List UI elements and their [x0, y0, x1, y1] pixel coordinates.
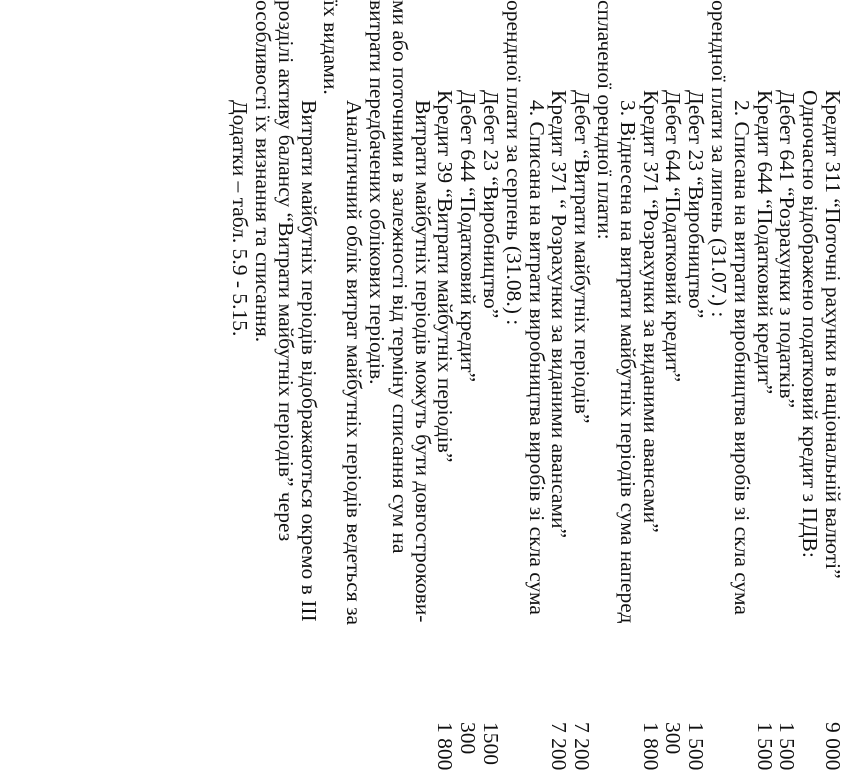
text-line [821, 0, 844, 781]
text-line [274, 0, 297, 781]
text-line [297, 0, 320, 781]
text-line [411, 0, 434, 781]
text-line [798, 0, 821, 781]
text-line [684, 0, 707, 781]
line-text: витрати передбачених облікових періодів. [365, 0, 390, 385]
line-text: Аналітичний облік витрат майбутніх періодів ведеться за [342, 100, 367, 626]
line-text: Витрати майбутніх періодів відображаються окремо в ІІІ [296, 100, 321, 622]
text-line [570, 0, 593, 781]
text-line [456, 0, 479, 781]
text-line [434, 0, 457, 781]
line-text: 4. Списана на витрати виробництва виробів зі скла сума [524, 100, 549, 615]
line-text: 3. Віднесена на витрати майбутніх періодів сума наперед [615, 100, 640, 624]
line-text: орендної плати за липень (31.07.) : [707, 0, 732, 318]
line-text: Дебет 644 “Податковий кредит” [661, 90, 686, 383]
text-line [228, 0, 251, 781]
line-text: Кредит 371 “ Розрахунки за виданими авансами” [547, 90, 572, 539]
line-amount: 1 500 [684, 722, 709, 771]
line-text: Дебет 641 “Розрахунки з податків” [775, 90, 800, 409]
line-amount: 300 [661, 722, 686, 755]
line-amount: 7 200 [570, 722, 595, 771]
line-amount: 1 800 [638, 722, 663, 771]
document-text-body [228, 0, 853, 781]
line-text: Дебет 23 “Виробництво” [684, 90, 709, 319]
line-text: Кредит 39 “Витрати майбутніх періодів” [433, 90, 458, 463]
text-line [707, 0, 730, 781]
text-line [251, 0, 274, 781]
line-text: Кредит 311 “Поточні рахунки в національній валюті” [821, 90, 845, 579]
line-text: Витрати майбутніх періодів можуть бути довгострокови- [410, 100, 435, 623]
line-text: Дебет 23 “Виробництво” [479, 90, 504, 319]
line-text: Кредит 371 “Розрахунки за виданими авансами” [638, 90, 663, 533]
text-line [776, 0, 799, 781]
text-line [593, 0, 616, 781]
line-text: Кредит 644 “Податковий кредит” [752, 90, 777, 395]
text-line [525, 0, 548, 781]
line-amount: 1 500 [775, 722, 800, 771]
line-text: особливості їх визнання та списання. [251, 0, 276, 343]
text-line [548, 0, 571, 781]
text-line [662, 0, 685, 781]
text-line [502, 0, 525, 781]
line-amount: 300 [456, 722, 481, 755]
line-amount: 1500 [479, 722, 504, 765]
line-amount: 1 800 [433, 722, 458, 771]
line-text: орендної плати за серпень (31.08.) : [501, 0, 526, 326]
line-text: розділі активу балансу “Витрати майбутніх періодів” через [273, 0, 298, 542]
text-line [479, 0, 502, 781]
line-text: ми або поточними в залежності від терміну списання сум на [387, 0, 412, 554]
line-text: сплаченої орендної плати: [593, 0, 618, 240]
line-text: їх видами. [319, 0, 344, 95]
line-amount: 1 500 [752, 722, 777, 771]
line-amount: 7 200 [547, 722, 572, 771]
text-line [730, 0, 753, 781]
line-text: Додатки – табл. 5.9 - 5.15. [228, 100, 253, 337]
text-line [616, 0, 639, 781]
text-line [753, 0, 776, 781]
line-amount: 9 000 [821, 722, 845, 771]
text-line [639, 0, 662, 781]
text-line [342, 0, 365, 781]
text-line [320, 0, 343, 781]
line-text: Дебет “Витрати майбутніх періодів” [570, 90, 595, 424]
text-line [388, 0, 411, 781]
line-text: 2. Списана на витрати виробництва виробів зі скла сума [729, 100, 754, 615]
line-text: Дебет 644 “Податковий кредит” [456, 90, 481, 383]
text-line [365, 0, 388, 781]
line-text: Одночасно відображено податковий кредит з ПДВ: [798, 90, 823, 558]
